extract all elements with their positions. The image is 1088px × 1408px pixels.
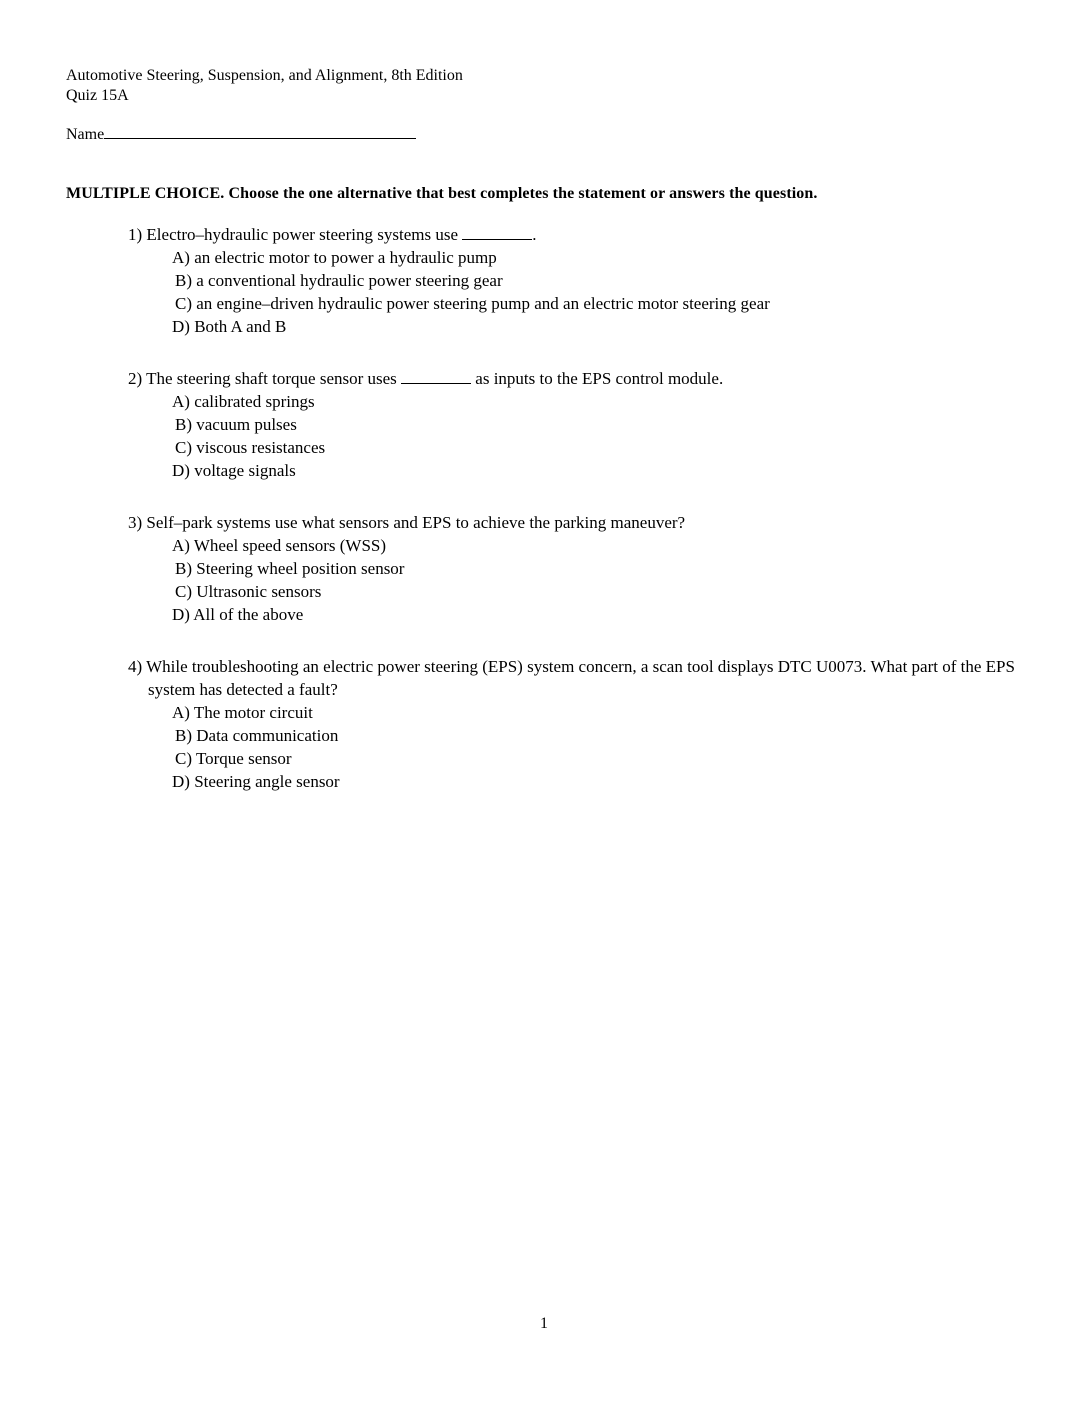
question-stem: 3) Self–park systems use what sensors and EPS to achieve the parking maneuver?: [128, 513, 686, 532]
question-1: [128, 223, 1028, 338]
question-stem: [128, 367, 1028, 390]
option-b: B) a conventional hydraulic power steering gear: [175, 271, 503, 290]
question-stem: [128, 223, 1028, 246]
option-c: C) an engine–driven hydraulic power steering pump and an electric motor steering gear: [175, 294, 770, 313]
name-label: Name: [66, 126, 105, 143]
question-stem: 4) While troubleshooting an electric power steering (EPS) system concern, a scan tool displays DTC U0073. What part of the EPS system has detected a fault?: [128, 657, 1015, 699]
question-2: [128, 367, 1028, 482]
course-title: Automotive Steering, Suspension, and Alignment, 8th Edition: [66, 67, 463, 84]
question-3: [128, 511, 1028, 626]
option-d: D) Steering angle sensor: [172, 772, 340, 791]
stem-text-end: as inputs to the EPS control module.: [471, 369, 724, 388]
stem-text: 2) The steering shaft torque sensor uses: [128, 369, 402, 388]
option-c: C) Ultrasonic sensors: [175, 582, 322, 601]
stem-text: 1) Electro–hydraulic power steering systems use: [128, 225, 463, 244]
page-number: 1: [540, 1315, 548, 1332]
option-a: A) calibrated springs: [172, 392, 315, 411]
stem-text-end: .: [532, 225, 537, 244]
option-c: C) viscous resistances: [175, 438, 326, 457]
option-c: C) Torque sensor: [175, 749, 292, 768]
answer-blank: [401, 369, 471, 384]
option-d: D) All of the above: [172, 605, 304, 624]
answer-blank: [462, 225, 532, 240]
option-b: B) Steering wheel position sensor: [175, 559, 405, 578]
option-d: D) Both A and B: [172, 317, 287, 336]
option-d: D) voltage signals: [172, 461, 296, 480]
option-b: B) vacuum pulses: [175, 415, 297, 434]
option-a: A) Wheel speed sensors (WSS): [172, 536, 387, 555]
question-4: [128, 655, 1028, 793]
option-a: A) The motor circuit: [172, 703, 313, 722]
quiz-title: Quiz 15A: [66, 87, 129, 104]
instructions: MULTIPLE CHOICE. Choose the one alternative that best completes the statement or answers the question.: [66, 185, 818, 202]
name-blank-line: [104, 124, 416, 139]
name-field: [66, 124, 416, 145]
option-b: B) Data communication: [175, 726, 339, 745]
option-a: A) an electric motor to power a hydraulic pump: [172, 248, 497, 267]
